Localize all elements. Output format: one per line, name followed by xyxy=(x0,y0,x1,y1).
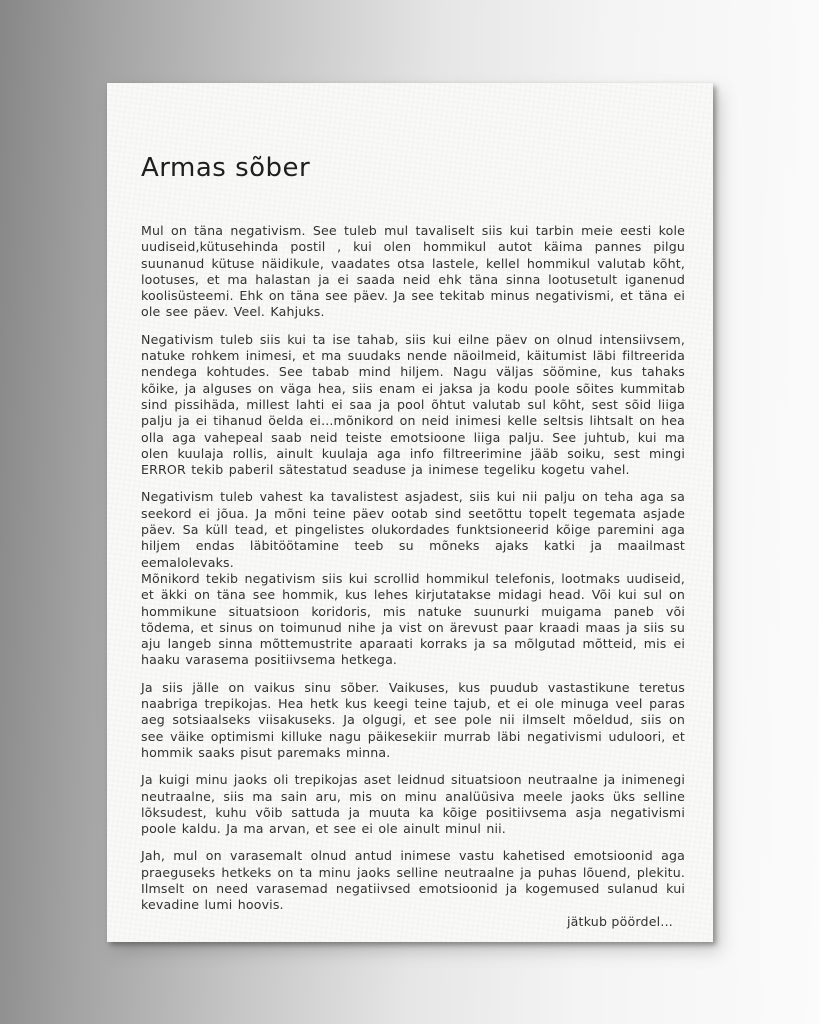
letter-paragraph: Jah, mul on varasemalt olnud antud inimese vastu kahetised emotsioonid aga praeguseks hetkeks on ta minu jaoks selline neutraalne ja puhas lõuend, plekitu. Ilmselt on need varasemad negatiivsed emotsioonid ja kogemused sulanud kui kevadine lumi hoovis. xyxy=(141,848,685,913)
letter-paragraph: Mõnikord tekib negativism siis kui scrollid hommikul telefonis, lootmaks uudiseid, et äkki on täna see hommik, kus lehes kirjutatakse midagi head. Või kui sul on hommikune situatsioon koridoris, mis natuke suunurki muigama paneb või tõdema, et sinus on toimunud nihe ja vist on ärevust paar kraadi maas ja siis su aju langeb sinna mõttemustrite aparaati korraks ja sa mõlgutad mõtteid, mis ei haaku varasema positiivsema hetkega. xyxy=(141,570,685,668)
letter-title: Armas sõber xyxy=(141,153,311,183)
letter-paragraph: Mul on täna negativism. See tuleb mul tavaliselt siis kui tarbin meie eesti kole uudiseid,kütusehinda postil , kui olen hommikul autot käima pannes pilgu suunanud kütuse näidikule, vaadates otsa lastele, kellel hommikul valutab kõht, lootuses, et ma halastan ja ei saada neid ehk täna sinna lootusetult iganenud koolisüsteemi. Ehk on täna see päev. Ja see tekitab minus negativismi, et täna ei ole see päev. Veel. Kahjuks. xyxy=(141,223,685,320)
letter-paragraph: Negativism tuleb siis kui ta ise tahab, siis kui eilne päev on olnud intensiivsem, natuke rohkem inimesi, et ma suudaks nende näoilmeid, käitumist läbi filtreerida nendega kohtudes. See tabab mind hiljem. Nagu väljas söömine, kus tahaks kõike, ja alguses on väga hea, siis enam ei jaksa ja kodu poole sõites kummitab sind pissihäda, millest lahti ei saa ja pool õhtut valutab sul kõht, sest sõid liiga palju ja ei tihanud öelda ei...mõnikord on neid inimesi kelle seltsis lihtsalt on hea olla aga vahepeal saab neid teiste emotsioone liiga palju. See juhtub, kui ma olen kuulaja rollis, ainult kuulaja aga info filtreerimine jääb soiku, sest mingi ERROR tekib paberil sätestatud seaduse ja inimese tegeliku kogetu vahel. xyxy=(141,331,685,478)
letter-page-content xyxy=(107,83,713,942)
letter-paragraph: Ja kuigi minu jaoks oli trepikojas aset leidnud situatsioon neutraalne ja inimenegi neutraalne, siis ma sain aru, mis on minu analüüsiva meele jaoks üks selline lõksudest, kuhu võib sattuda ja muuta ka kõige positiivsema asja negativismi poole kaldu. Ja ma arvan, et see ei ole ainult minul nii. xyxy=(141,772,685,837)
letter-paragraph: Negativism tuleb vahest ka tavalistest asjadest, siis kui nii palju on teha aga sa seekord ei jõua. Ja mõni teine päev ootab sind seetõttu topelt tegemata asjade päev. Sa küll tead, et pingelistes olukordades funktsioneerid kõige paremini aga hiljem endas läbitöötamine teeb su mõneks ajaks katki ja maailmast eemalolevaks. xyxy=(141,489,685,570)
letter-page xyxy=(107,83,713,942)
letter-paragraph: Ja siis jälle on vaikus sinu sõber. Vaikuses, kus puudub vastastikune teretus naabriga trepikojas. Hea hetk kus keegi teine tajub, et ei ole minuga veel paras aeg sotsiaalseks viisakuseks. Ja olgugi, et see pole nii ilmselt mõeldud, siis on see väike optimismi killuke nagu päikesekiir murrab läbi negativismi uduloori, et hommik saaks pisut paremaks minna. xyxy=(141,679,685,760)
continuation-note: jätkub pöördel... xyxy=(566,914,673,929)
